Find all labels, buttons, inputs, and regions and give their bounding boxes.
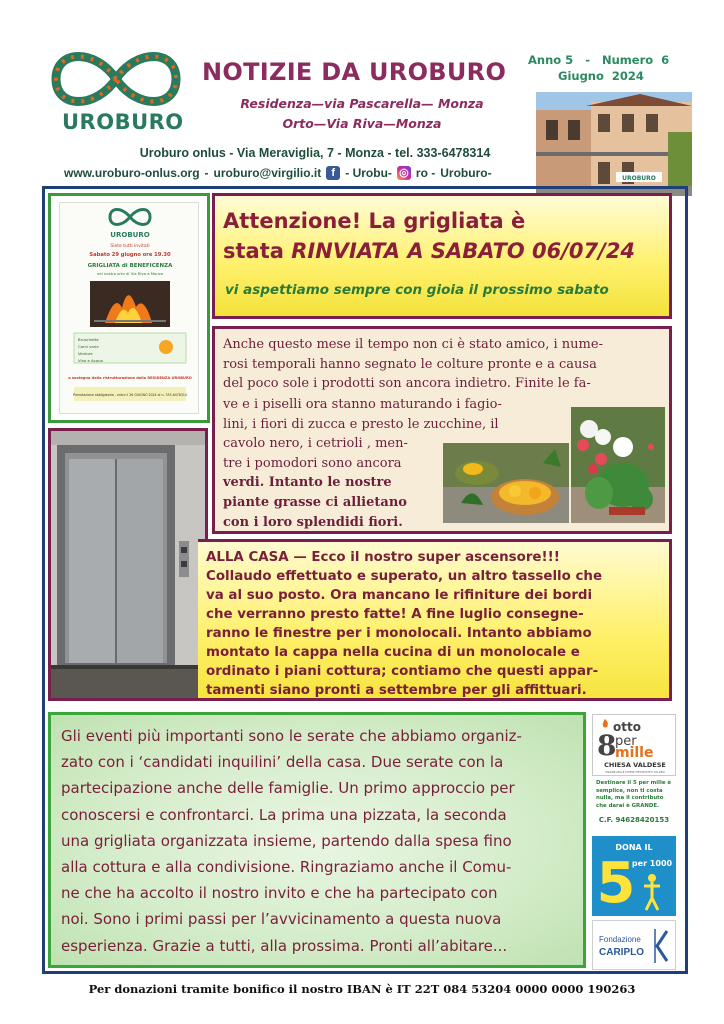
poster-invite: Siete tutti invitati xyxy=(110,244,150,249)
facebook-label: - Urobu- xyxy=(345,166,392,180)
cactus-photo xyxy=(571,407,665,523)
events-line-9: esperienza. Grazie a tutti, alla prossima. Pronti all’abitare... xyxy=(61,936,508,955)
garden-line-1: Anche questo mese il tempo non ci è stato amico, i nume- xyxy=(223,337,603,352)
events-line-3: partecipazione anche delle famiglie. Un primo approccio per xyxy=(61,779,515,798)
postponement-notice xyxy=(212,193,672,319)
garden-narrow-text xyxy=(223,395,502,532)
facebook-icon[interactable]: f xyxy=(326,166,340,180)
email-link[interactable]: uroburo@virgilio.it xyxy=(213,166,322,180)
issue-date: Giugno 2024 xyxy=(558,69,644,83)
poster-menu-3: Verdure xyxy=(78,351,93,356)
header-garden: Orto—Via Riva—Monza xyxy=(282,116,442,131)
house-line-3: va al suo posto. Ora mancano le rifiniture dei bordi xyxy=(206,588,593,603)
garden-line-7: tre i pomodori sono ancora xyxy=(223,455,402,471)
fondazione-label: Fondazione xyxy=(599,935,641,944)
newsletter-title: NOTIZIE DA UROBURO xyxy=(202,58,507,86)
house-line-2: Collaudo effettuato e superato, un altro tassello che xyxy=(206,569,603,584)
otto-per-mille-ad[interactable] xyxy=(592,714,676,776)
house-line-6: montato la cappa nella cucina di un monolocale e xyxy=(206,645,580,660)
cinque-per-mille-ad[interactable] xyxy=(592,836,676,916)
garden-line-8: verdi. Intanto le nostre xyxy=(223,475,392,491)
events-line-4: conoscersi e confrontarci. La prima una pizzata, la seconda xyxy=(61,805,507,824)
house-line-4: che verranno presto fatte! A fine luglio consegne- xyxy=(206,607,584,622)
house-update xyxy=(198,539,672,701)
cariplo-label: CARIPLO xyxy=(599,947,644,958)
events-line-6: alla cottura e alla condivisione. Ringraziamo anche il Comu- xyxy=(61,858,512,877)
issue-info xyxy=(528,52,708,84)
instagram-icon[interactable]: ◎ xyxy=(397,166,411,180)
poster-event: GRIGLIATA di BENEFICENZA xyxy=(87,263,173,269)
poster-support: a sostegno della ristrutturazione della RESIDENZA UROBURO xyxy=(68,376,192,380)
five-label: 5 xyxy=(596,851,636,916)
house-line-1: ALLA CASA — Ecco il nostro super ascensore!!! xyxy=(206,550,560,565)
svg-text:8: 8 xyxy=(597,729,617,762)
house-photo xyxy=(536,92,692,196)
poster-menu-2: Carni varie xyxy=(78,344,99,349)
garden-line-6: cavolo nero, i cetrioli , men- xyxy=(223,436,408,452)
issue-number: Anno 5 - Numero 6 xyxy=(528,53,670,67)
garden-line-2: rosi temporali hanno segnato le colture pronte e a causa xyxy=(223,356,597,372)
cariplo-icon xyxy=(651,927,673,965)
garden-line-3: del poco sole i prodotti son ancora indietro. Finite le fa- xyxy=(223,376,591,392)
org-address: Uroburo onlus - Via Meraviglia, 7 - Monza - tel. 333-6478314 xyxy=(139,146,491,160)
poster-sheet xyxy=(59,202,199,414)
events-line-1: Gli eventi più importanti sono le serate che abbiamo organiz- xyxy=(61,727,522,745)
events-paragraph xyxy=(61,723,581,959)
garden-line-4: ve e i piselli ora stanno maturando i fagio- xyxy=(223,397,502,412)
garden-line-5: lini, i fiori di zucca e presto le zucchine, il xyxy=(223,416,499,432)
uroburo-logo-icon xyxy=(46,44,186,114)
dona-label: DONA IL xyxy=(615,843,653,852)
house-line-5: ranno le finestre per i monolocali. Intanto abbiamo xyxy=(206,626,592,641)
header-residence: Residenza—via Pascarella— Monza xyxy=(240,96,484,111)
iban-footer: Per donazioni tramite bonifico il nostro IBAN è IT 22T 084 53204 0000 0000 190263 xyxy=(88,982,636,996)
per1000-label: per 1000 xyxy=(631,859,673,868)
house-line-7: ordinato i piani cottura; contiamo che questi appar- xyxy=(206,664,599,679)
donate-info xyxy=(592,778,676,834)
notice-line-1: Attenzione! La grigliata è xyxy=(223,209,526,233)
chiesa-label: CHIESA VALDESE xyxy=(604,761,666,769)
contacts-line: www.uroburo-onlus.org - uroburo@virgilio.it f - Urobu- ◎ ro - Uroburo- xyxy=(64,166,492,180)
cariplo-ad[interactable] xyxy=(592,920,676,970)
instagram-label: ro - xyxy=(415,166,436,180)
logo-wordmark: UROBURO xyxy=(62,110,184,134)
website-link[interactable]: www.uroburo-onlus.org xyxy=(64,166,200,180)
poster-date: Sabato 29 giugno ore 19.30 xyxy=(89,252,171,258)
events-line-2: zato con i ‘candidati inquilini’ della casa. Due serate con la xyxy=(61,753,504,772)
notice-subtitle: vi aspettiamo sempre con gioia il prossimo sabato xyxy=(225,282,609,298)
chiesa-sub-label: UNIONE DELLE CHIESE METODISTE E VALDESI xyxy=(605,771,665,774)
notice-line-2: stata RINVIATA A SABATO 06/07/24 xyxy=(223,239,636,263)
elevator-photo xyxy=(48,428,208,701)
social-trailing-label: Uroburo- xyxy=(440,166,492,180)
garden-update xyxy=(212,326,672,534)
poster-where: nel nostro orto di Via Riva a Monza xyxy=(96,271,164,276)
house-paragraph xyxy=(206,548,666,700)
otto-label: otto xyxy=(613,720,641,734)
per-label: per xyxy=(615,734,637,749)
house-line-8: tamenti siano pronti a settembre per gli affittuari. xyxy=(206,683,587,698)
events-line-5: una grigliata organizzata insieme, partendo dalla spesa fino xyxy=(61,831,512,850)
poster-brand: UROBURO xyxy=(110,231,150,239)
poster-menu-1: Bruschette xyxy=(78,337,99,342)
vegetables-photo xyxy=(443,443,569,523)
events-section xyxy=(48,712,586,968)
poster-menu-4: Vino e Acqua xyxy=(78,358,103,363)
notice-headline xyxy=(223,206,663,266)
donate-text: Destinare il 5 per mille è semplice, non ti costa nulla, ma il contributo che darai è GRANDE. xyxy=(596,780,672,809)
events-line-8: noi. Sono i primi passi per l’avvicinamento a questa nuova xyxy=(61,910,502,929)
events-line-7: ne che ha accolto il nostro invito e che ha partecipato con xyxy=(61,884,498,903)
poster-booking: Prenotazione obbligatoria - entro il 26 GIUGNO 2024 al n. 333-6478314 xyxy=(73,393,187,397)
garden-paragraph xyxy=(223,335,663,394)
bbq-poster xyxy=(48,193,210,423)
mille-label: mille xyxy=(615,745,654,761)
garden-line-10: con i loro splendidi fiori. xyxy=(223,514,403,530)
garden-line-9: piante grasse ci allietano xyxy=(223,494,407,510)
house-sign: UROBURO xyxy=(622,175,656,182)
tax-code: C.F. 94628420153 xyxy=(598,816,670,824)
